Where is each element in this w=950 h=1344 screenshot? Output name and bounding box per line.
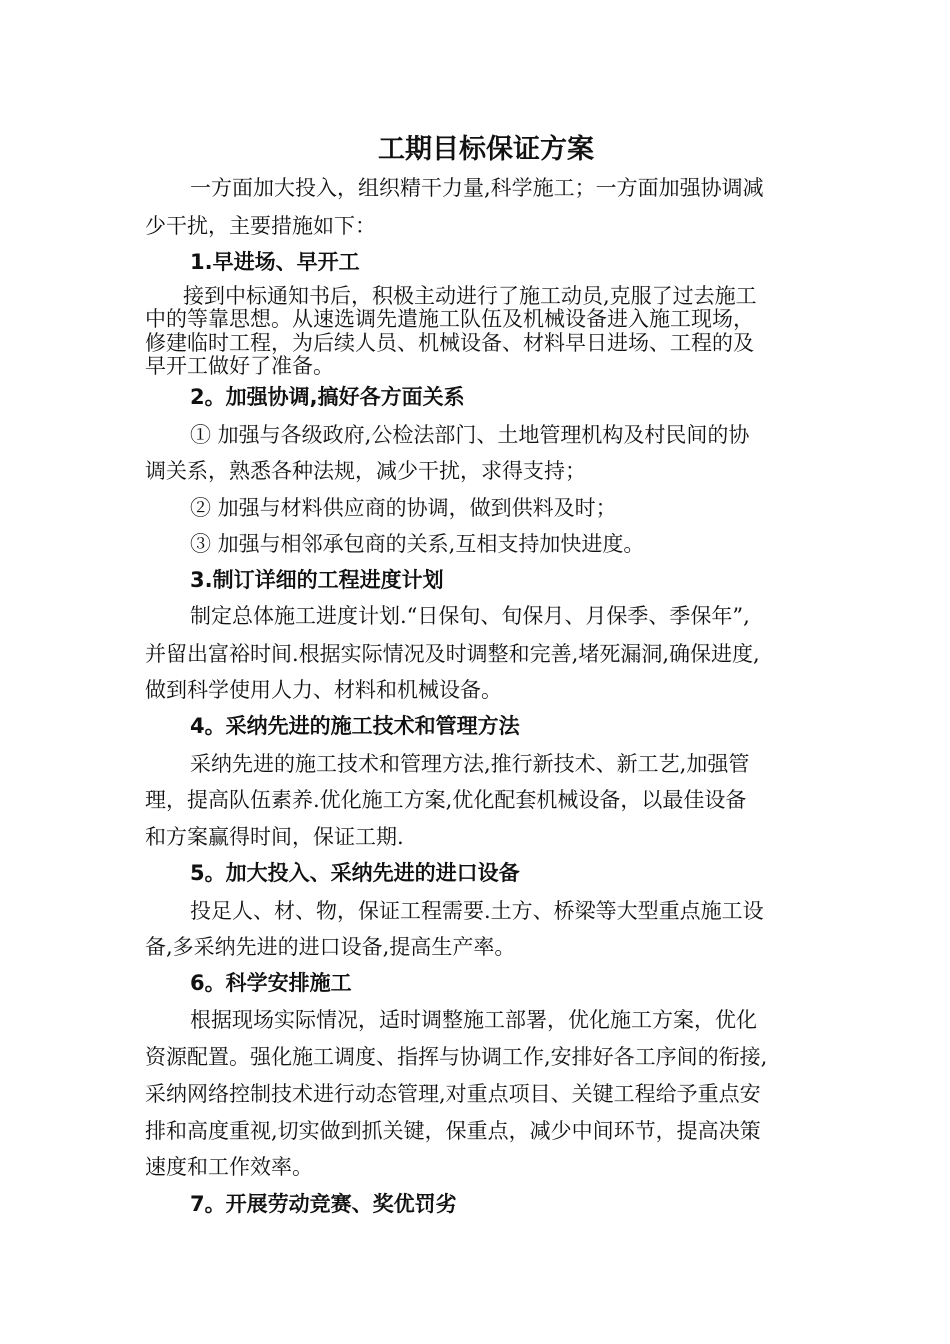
paragraph-line: 接到中标通知书后，积极主动进行了施工动员,克服了过去施工: [183, 284, 757, 308]
section-heading: 3.制订详细的工程进度计划: [190, 568, 444, 592]
section-heading: 4。采纳先进的施工技术和管理方法: [190, 714, 520, 738]
paragraph-line: 资源配置。强化施工调度、指挥与协调工作,安排好各工序间的衔接,: [145, 1045, 768, 1069]
section-heading: 1.早进场、早开工: [190, 250, 360, 274]
paragraph-line: 早开工做好了准备。: [145, 354, 334, 378]
paragraph-line: 投足人、材、物，保证工程需要.土方、桥梁等大型重点施工设: [190, 899, 764, 923]
section-heading: 5。加大投入、采纳先进的进口设备: [190, 861, 520, 885]
page-title: 工期目标保证方案: [378, 134, 594, 165]
section-heading: 2。加强协调,搞好各方面关系: [190, 385, 465, 409]
paragraph-line: 制定总体施工进度计划.“日保旬、旬保月、月保季、季保年”,: [190, 604, 750, 628]
intro-line: 一方面加大投入，组织精干力量,科学施工；一方面加强协调减: [190, 176, 764, 200]
paragraph-line: 修建临时工程，为后续人员、机械设备、材料早日进场、工程的及: [145, 331, 754, 355]
paragraph-line: 采纳网络控制技术进行动态管理,对重点项目、关键工程给予重点安: [145, 1082, 761, 1106]
section-heading: 6。科学安排施工: [190, 971, 352, 995]
paragraph-line: ③ 加强与相邻承包商的关系,互相支持加快进度。: [190, 532, 645, 556]
intro-line: 少干扰，主要措施如下：: [145, 214, 376, 238]
paragraph-line: ② 加强与材料供应商的协调，做到供料及时；: [190, 496, 617, 520]
paragraph-line: 和方案赢得时间，保证工期.: [145, 825, 404, 849]
paragraph-line: 并留出富裕时间.根据实际情况及时调整和完善,堵死漏洞,确保进度,: [145, 642, 760, 666]
paragraph-line: 中的等靠思想。从速选调先遣施工队伍及机械设备进入施工现场，: [145, 307, 754, 331]
paragraph-line: 采纳先进的施工技术和管理方法,推行新技术、新工艺,加强管: [190, 752, 750, 776]
paragraph-line: 速度和工作效率。: [145, 1155, 313, 1179]
section-heading: 7。开展劳动竞赛、奖优罚劣: [190, 1192, 457, 1216]
paragraph-line: 理，提高队伍素养.优化施工方案,优化配套机械设备，以最佳设备: [145, 788, 747, 812]
paragraph-line: ① 加强与各级政府,公检法部门、土地管理机构及村民间的协: [190, 423, 750, 447]
paragraph-line: 根据现场实际情况，适时调整施工部署，优化施工方案，优化: [190, 1008, 757, 1032]
paragraph-line: 做到科学使用人力、材料和机械设备。: [145, 678, 502, 702]
paragraph-line: 调关系，熟悉各种法规，减少干扰，求得支持；: [145, 459, 586, 483]
paragraph-line: 排和高度重视,切实做到抓关键，保重点，减少中间环节，提高决策: [145, 1119, 761, 1143]
paragraph-line: 备,多采纳先进的进口设备,提高生产率。: [145, 935, 516, 959]
